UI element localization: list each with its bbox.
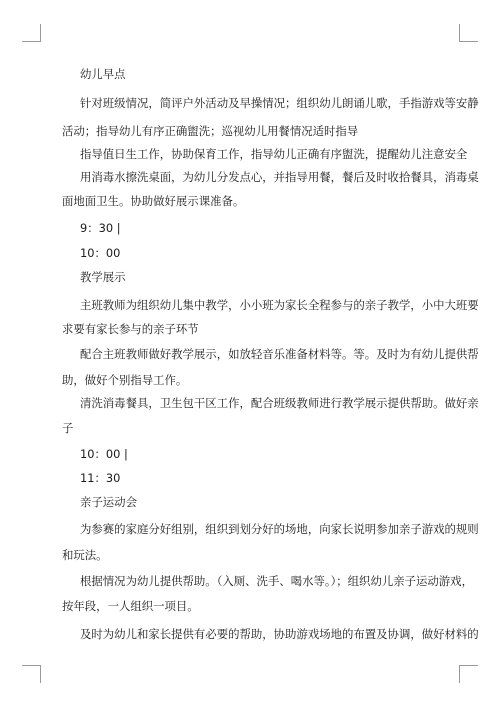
paragraph-line: 助，做好个别指导工作。 <box>62 373 188 387</box>
corner-mark-bottom-right-h <box>459 665 478 666</box>
paragraph-line: 清洗消毒餐具，卫生包干区工作，配合班级教师进行教学展示提供帮助。做好亲 <box>80 396 479 410</box>
corner-mark-top-right-h <box>459 41 478 42</box>
time-line: 10：00 | <box>80 447 128 461</box>
paragraph-line: 求要有家长参与的亲子环节 <box>62 322 199 336</box>
time-line: 10：00 <box>80 246 121 260</box>
corner-mark-bottom-left-h <box>22 665 41 666</box>
time-line: 11：30 <box>80 471 121 485</box>
corner-mark-top-right-v <box>459 24 460 42</box>
corner-mark-bottom-left-v <box>40 665 41 683</box>
paragraph-line: 指导值日生工作，协助保育工作，指导幼儿正确有序盥洗，提醒幼儿注意安全 <box>80 147 468 161</box>
corner-mark-bottom-right-v <box>459 665 460 683</box>
paragraph-line: 和玩法。 <box>62 548 108 562</box>
paragraph-line: 配合主班教师做好教学展示，如放轻音乐准备材料等。等。及时为有幼儿提供帮 <box>80 347 479 361</box>
paragraph-line: 为参赛的家庭分好组别，组织到划分好的场地，向家长说明参加亲子游戏的规则 <box>80 522 479 536</box>
paragraph-line: 活动；指导幼儿有序正确盥洗；巡视幼儿用餐情况适时指导 <box>62 124 359 138</box>
paragraph-line: 针对班级情况，简评户外活动及早操情况；组织幼儿朗诵儿歌，手指游戏等安静 <box>80 96 479 110</box>
paragraph-line: 用消毒水擦洗桌面，为幼儿分发点心，并指导用餐，餐后及时收拾餐具，消毒桌 <box>80 170 479 184</box>
paragraph-line: 按年段，一人组织一项目。 <box>62 599 199 613</box>
section-heading: 幼儿早点 <box>80 67 126 81</box>
paragraph-line: 子 <box>62 421 74 435</box>
paragraph-line: 主班教师为组织幼儿集中教学，小小班为家长全程参与的亲子教学，小中大班要 <box>80 298 479 312</box>
paragraph-line: 面地面卫生。协助做好展示课准备。 <box>62 194 245 208</box>
section-heading: 教学展示 <box>80 270 126 284</box>
time-line: 9：30 | <box>80 221 121 235</box>
paragraph-line: 根据情况为幼儿提供帮助。（入厕、洗手、喝水等。）；组织幼儿亲子运动游戏， <box>80 574 473 588</box>
corner-mark-top-left-v <box>40 24 41 42</box>
corner-mark-top-left-h <box>22 41 41 42</box>
paragraph-line: 及时为幼儿和家长提供有必要的帮助，协助游戏场地的布置及协调，做好材料的 <box>80 627 479 641</box>
section-heading: 亲子运动会 <box>80 495 137 509</box>
